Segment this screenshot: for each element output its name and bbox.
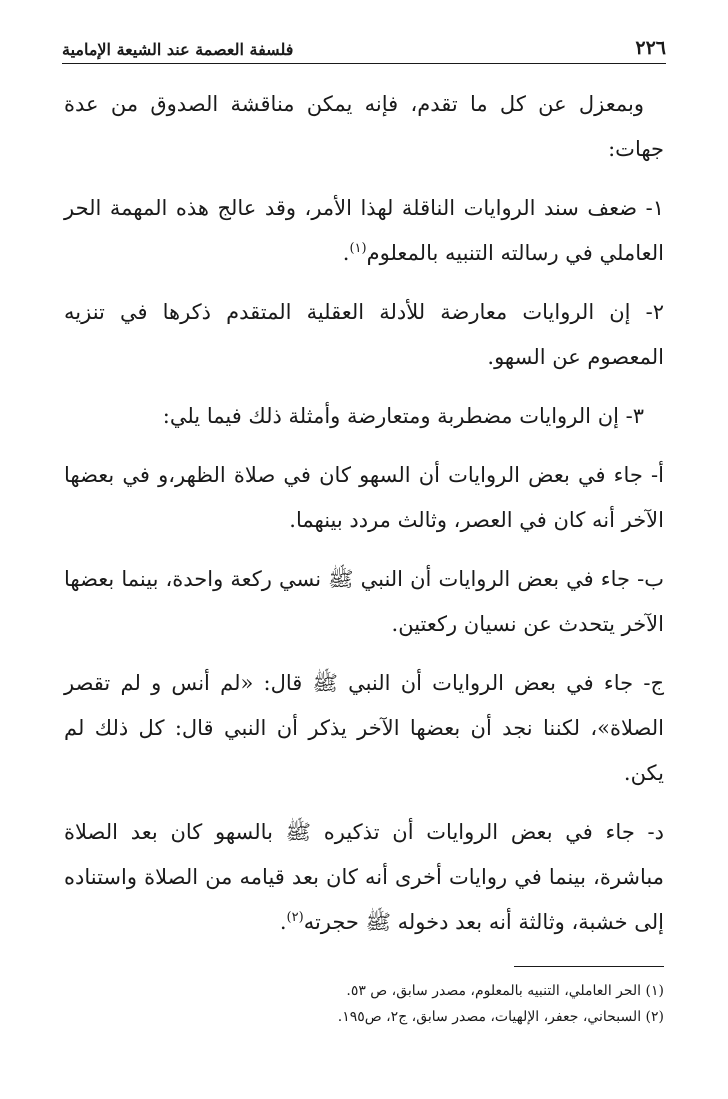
paragraph-text: أ- جاء في بعض الروايات أن السهو كان في صلاة الظهر،و في بعضها الآخر أنه كان في العصر، وثالث مردد بينهما. [64,463,664,532]
paragraph-point-3 [64,394,664,439]
paragraph-text: ج- جاء في بعض الروايات أن النبي ﷺ قال: «لم أنس و لم تقصر الصلاة»، لكننا نجد أن بعضها الآخر يذكر أن النبي قال: كل ذلك لم يكن. [64,671,664,785]
footnotes [64,978,664,1030]
paragraph-point-2 [64,290,664,380]
paragraph-example-c [64,661,664,796]
footnote-2: (٢) السبحاني، جعفر، الإلهيات، مصدر سابق، ج٢، ص١٩٥. [337,1009,664,1025]
paragraph-point-1 [64,186,664,276]
paragraph-example-d [64,810,664,945]
page-number: ٢٢٦ [635,37,666,59]
running-header [62,34,666,64]
paragraph-text: ٢- إن الروايات معارضة للأدلة العقلية المتقدم ذكرها في تنزيه المعصوم عن السهو. [64,300,664,369]
paragraph-example-b [64,557,664,647]
running-title: فلسفة العصمة عند الشيعة الإمامية [62,40,294,59]
footnote-separator [514,966,664,967]
paragraph-text: ٣- إن الروايات مضطربة ومتعارضة وأمثلة ذلك فيما يلي: [162,404,644,428]
footnote-1: (١) الحر العاملي، التنبيه بالمعلوم، مصدر سابق، ص ٥٣. [346,983,664,999]
paragraph-text: د- جاء في بعض الروايات أن تذكيره ﷺ بالسهو كان بعد الصلاة مباشرة، بينما في روايات أخرى أنه كان بعد قيامه من الصلاة واستناده إلى خشبة، وثالثة أنه بعد دخوله ﷺ حجرته [64,820,664,934]
paragraph-tail: . [342,241,350,265]
body-text [64,82,664,959]
paragraph-text: وبمعزل عن كل ما تقدم، فإنه يمكن مناقشة الصدوق من عدة جهات: [64,92,664,161]
footnote-ref: (٢) [286,910,304,925]
paragraph-tail: . [279,910,287,934]
paragraph-example-a [64,453,664,543]
paragraph-text: ١- ضعف سند الروايات الناقلة لهذا الأمر، وقد عالج هذه المهمة الحر العاملي في رسالته التنبيه بالمعلوم [64,196,664,265]
paragraph-text: ب- جاء في بعض الروايات أن النبي ﷺ نسي ركعة واحدة، بينما بعضها الآخر يتحدث عن نسيان ركعتين. [64,567,664,636]
footnote-ref: (١) [349,241,367,256]
paragraph-intro [64,82,664,172]
